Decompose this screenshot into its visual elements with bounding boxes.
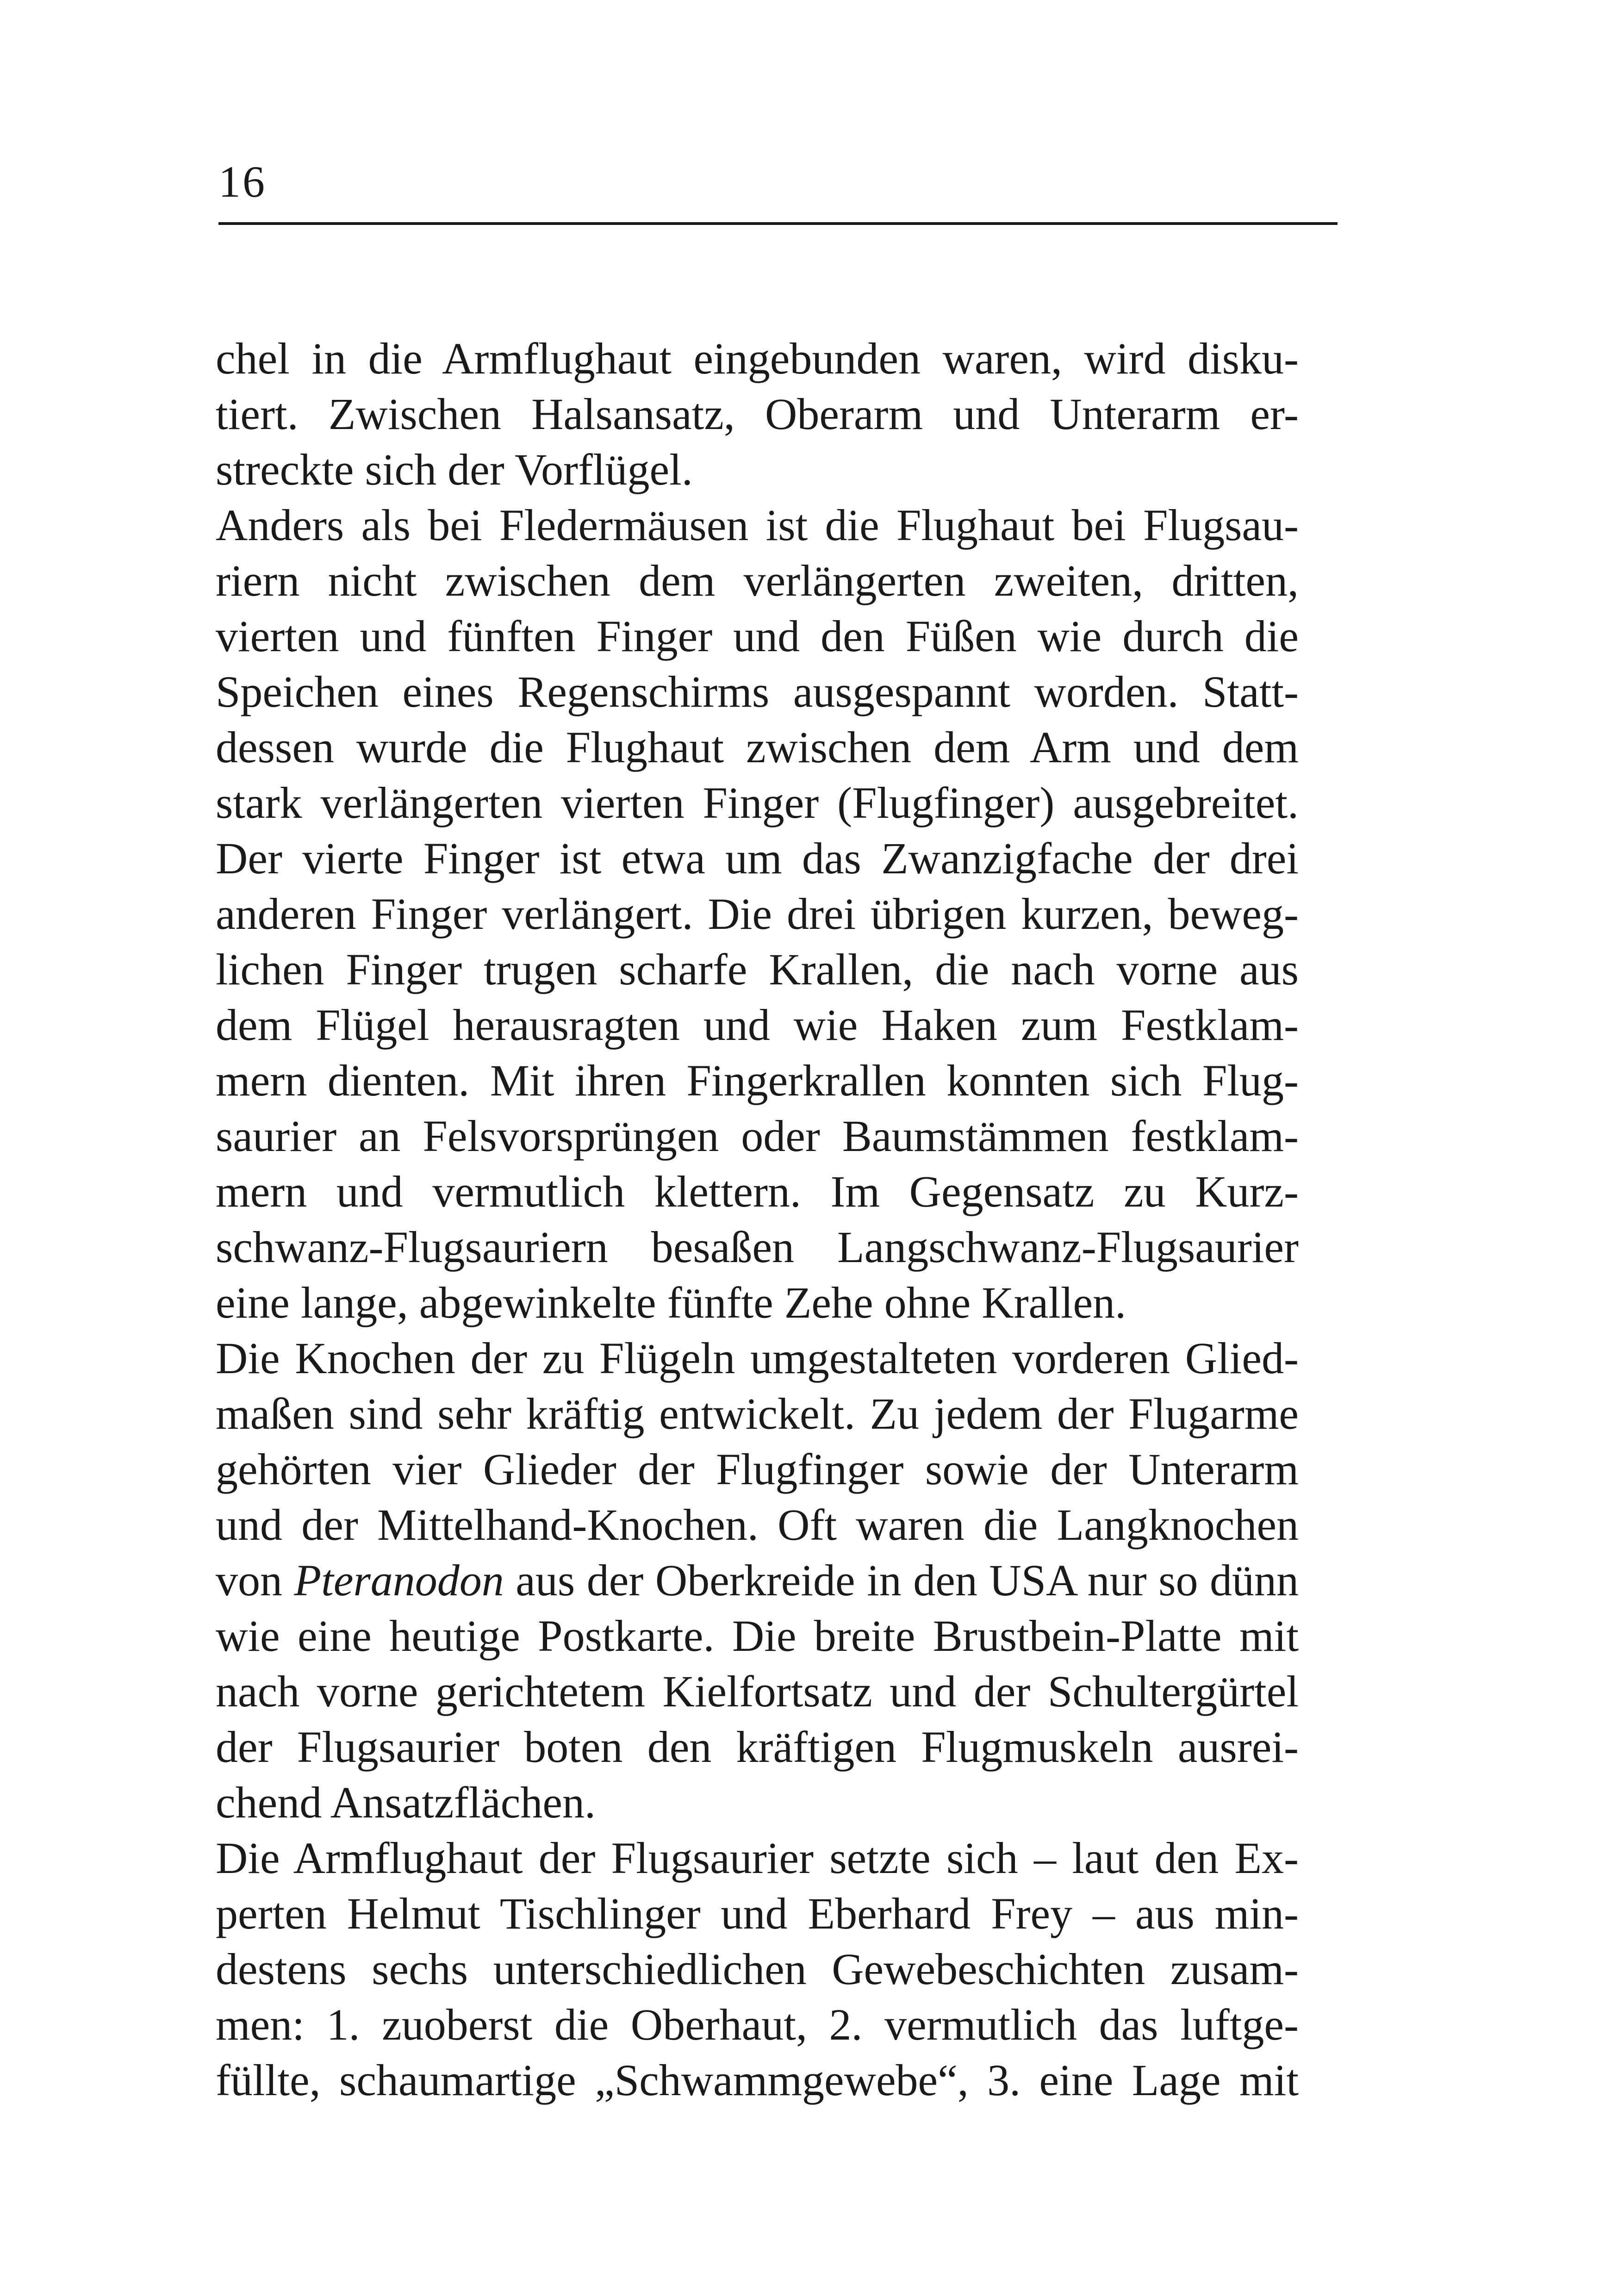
text-line: maßen sind sehr kräftig entwickelt. Zu jedem der Flugarme — [216, 1389, 1299, 1438]
text-line: füllte, schaumartige „Schwammgewebe“, 3. eine Lage mit — [216, 2055, 1299, 2105]
body-text — [216, 331, 1299, 2108]
text-line: vierten und fünften Finger und den Füßen wie durch die — [216, 611, 1299, 661]
text-line: streckte sich der Vorflügel. — [216, 445, 693, 494]
text-segment: aus der Oberkreide in den USA nur so dünn — [504, 1556, 1299, 1605]
text-line: Die Armflughaut der Flugsaurier setzte sich – laut den Ex- — [216, 1833, 1299, 1883]
text-line: Anders als bei Fledermäusen ist die Flughaut bei Flugsau- — [216, 500, 1299, 550]
text-line: und der Mittelhand-Knochen. Oft waren die Langknochen — [216, 1500, 1299, 1549]
text-line-with-italic — [216, 1553, 1299, 1608]
text-line: gehörten vier Glieder der Flugfinger sowie der Unterarm — [216, 1444, 1299, 1494]
text-line: nach vorne gerichtetem Kielfortsatz und der Schultergürtel — [216, 1667, 1299, 1716]
text-line: lichen Finger trugen scharfe Krallen, die nach vorne aus — [216, 945, 1299, 994]
text-line: men: 1. zuoberst die Oberhaut, 2. vermutlich das luftge- — [216, 2000, 1299, 2049]
page-number: 16 — [218, 157, 267, 206]
text-line: Die Knochen der zu Flügeln umgestalteten vorderen Glied- — [216, 1333, 1299, 1383]
text-line: dessen wurde die Flughaut zwischen dem Arm und dem — [216, 722, 1299, 772]
text-line: mern dienten. Mit ihren Fingerkrallen konnten sich Flug- — [216, 1056, 1299, 1105]
text-segment: von — [216, 1556, 294, 1605]
text-line: destens sechs unterschiedlichen Gewebeschichten zusam- — [216, 1944, 1299, 1994]
text-line: riern nicht zwischen dem verlängerten zweiten, dritten, — [216, 556, 1299, 605]
text-line: schwanz-Flugsauriern besaßen Langschwanz-Flugsaurier — [216, 1222, 1299, 1272]
text-line: dem Flügel herausragten und wie Haken zum Festklam- — [216, 1000, 1299, 1050]
text-line: saurier an Felsvorsprüngen oder Baumstämmen festklam- — [216, 1111, 1299, 1161]
text-line: eine lange, abgewinkelte fünfte Zehe ohne Krallen. — [216, 1278, 1126, 1327]
text-line: mern und vermutlich klettern. Im Gegensatz zu Kurz- — [216, 1167, 1299, 1216]
text-line: anderen Finger verlängert. Die drei übrigen kurzen, beweg- — [216, 889, 1299, 939]
text-line: Der vierte Finger ist etwa um das Zwanzigfache der drei — [216, 834, 1299, 883]
text-line: der Flugsaurier boten den kräftigen Flugmuskeln ausrei- — [216, 1722, 1299, 1772]
header-rule — [218, 222, 1338, 225]
text-line: perten Helmut Tischlinger und Eberhard Frey – aus min- — [216, 1889, 1299, 1938]
text-line: wie eine heutige Postkarte. Die breite Brustbein-Platte mit — [216, 1611, 1299, 1661]
taxon-name-italic: Pteranodon — [294, 1556, 504, 1605]
text-line: stark verlängerten vierten Finger (Flugfinger) ausgebreitet. — [216, 778, 1299, 828]
text-line: tiert. Zwischen Halsansatz, Oberarm und Unterarm er- — [216, 389, 1299, 439]
text-line: Speichen eines Regenschirms ausgespannt worden. Statt- — [216, 667, 1299, 716]
text-line: chend Ansatzflächen. — [216, 1778, 596, 1827]
text-line: chel in die Armflughaut eingebunden waren, wird disku- — [216, 334, 1299, 383]
